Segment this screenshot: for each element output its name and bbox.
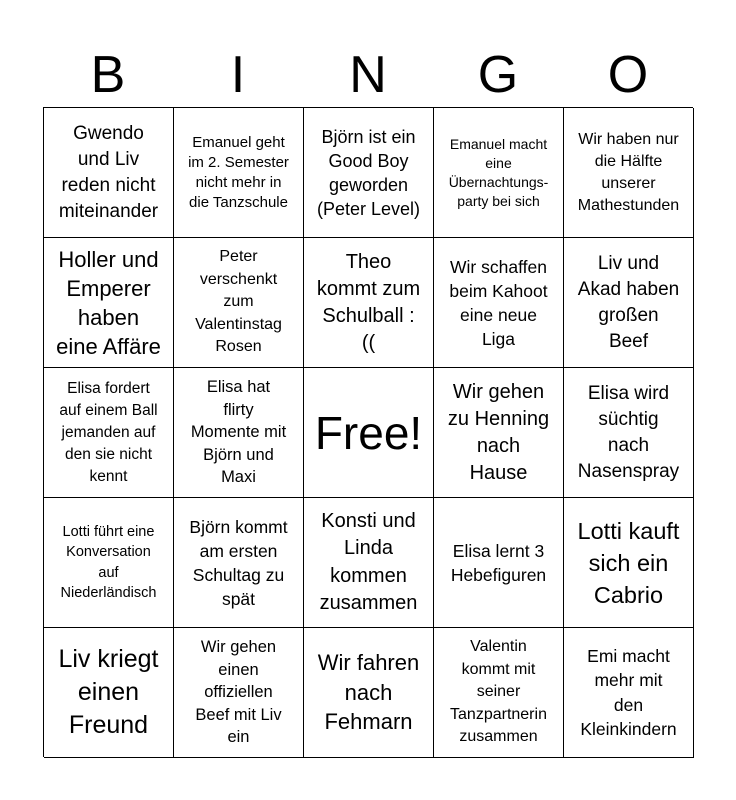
bingo-header [43,44,693,106]
header-letter-b: B [90,46,126,104]
bingo-cell [174,238,304,368]
header-letter-g: G [477,46,519,104]
bingo-cell [304,238,434,368]
bingo-cell [174,368,304,498]
cell-text: Lotti führt eine Konversation auf Niederländisch [60,523,157,601]
bingo-grid [43,107,693,757]
bingo-cell [174,628,304,758]
cell-text: Wir fahren nach Fehmarn [317,650,420,735]
bingo-cell [174,108,304,238]
header-letter-o: O [607,46,649,104]
cell-text: Liv kriegt einen Freund [58,645,159,739]
cell-text: Lotti kauft sich ein Cabrio [577,517,680,608]
cell-text: Valentin kommt mit seiner Tanzpartnerin zusammen [450,638,547,746]
cell-text: Emanuel macht eine Übernachtungs- party bei sich [448,135,549,209]
cell-text: Konsti und Linda kommen zusammen [319,509,418,614]
bingo-cell free-space [304,368,434,498]
cell-text: Wir haben nur die Hälfte unserer Mathestunden [577,130,680,214]
cell-text: Wir schaffen beim Kahoot eine neue Liga [449,256,548,349]
bingo-cell [434,238,564,368]
cell-text: Holler und Emperer haben eine Affäre [56,246,161,359]
bingo-cell [44,238,174,368]
bingo-cell [174,498,304,628]
cell-text: Wir gehen einen offiziellen Beef mit Liv ein [195,638,282,747]
cell-text: Elisa fordert auf einem Ball jemanden auf den sie nicht kennt [59,379,158,485]
bingo-cell [44,498,174,628]
cell-text: Björn kommt am ersten Schultag zu spät [189,516,288,609]
free-space-text: Free! [314,406,423,459]
bingo-cell [44,628,174,758]
cell-text: Emanuel geht im 2. Semester nicht mehr in die Tanzschule [188,133,289,211]
bingo-cell [44,368,174,498]
header-letter-n: N [349,46,387,104]
cell-text: Theo kommt zum Schulball : (( [316,250,421,354]
cell-text: Elisa lernt 3 Hebefiguren [450,540,547,585]
bingo-cell [564,368,694,498]
header-letter-i: I [230,46,246,104]
bingo-cell [304,108,434,238]
cell-text: Emi macht mehr mit den Kleinkindern [580,645,677,739]
cell-text: Peter verschenkt zum Valentinstag Rosen [195,248,282,356]
bingo-cell [434,368,564,498]
bingo-cell [44,108,174,238]
cell-text: Wir gehen zu Henning nach Hause [447,380,550,484]
bingo-cell [564,238,694,368]
bingo-cell [304,628,434,758]
bingo-cell [434,108,564,238]
cell-text: Gwendo und Liv reden nicht miteinander [58,122,159,222]
bingo-cell [564,498,694,628]
bingo-cell [564,108,694,238]
bingo-cell [434,628,564,758]
bingo-cell [304,498,434,628]
cell-text: Elisa wird süchtig nach Nasenspray [577,382,680,482]
cell-text: Liv und Akad haben großen Beef [577,252,680,352]
bingo-cell [434,498,564,628]
cell-text: Björn ist ein Good Boy geworden (Peter Level) [316,126,421,219]
bingo-cell [564,628,694,758]
cell-text: Elisa hat flirty Momente mit Björn und Maxi [190,378,287,487]
